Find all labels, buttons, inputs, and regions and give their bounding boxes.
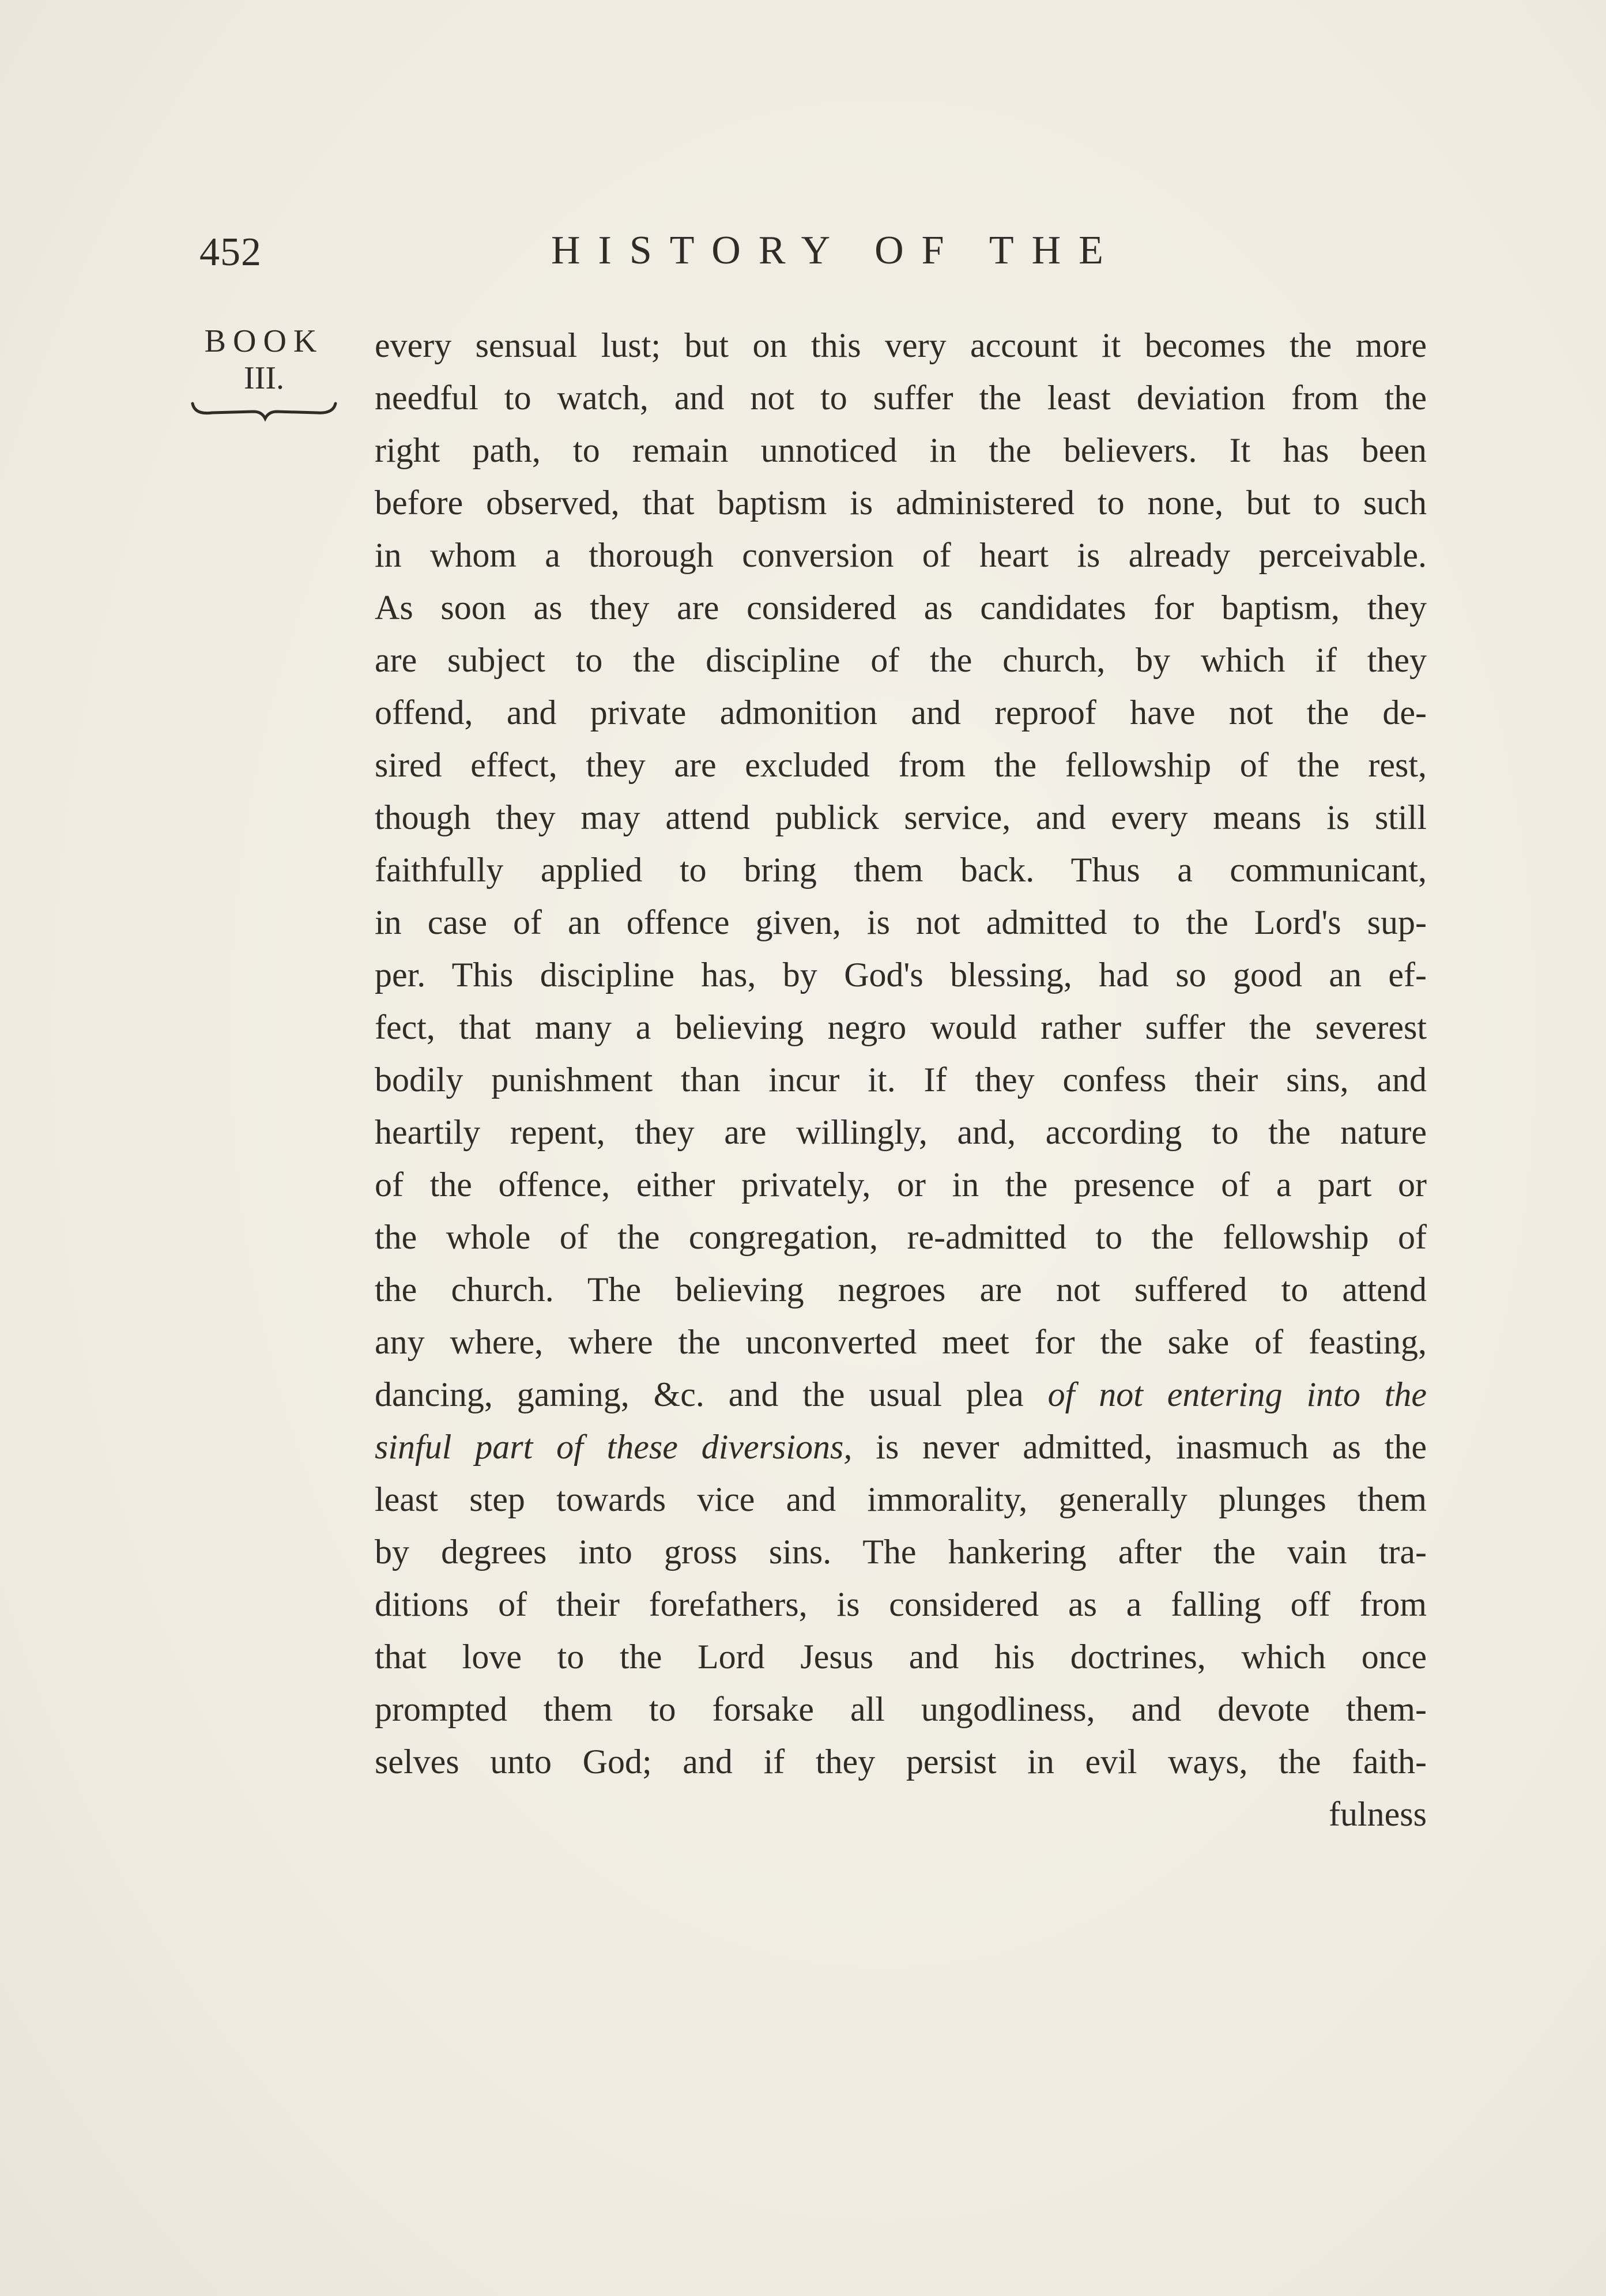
text-line: are subject to the discipline of the church, by which if they (375, 641, 1427, 679)
brace-ornament-icon (189, 400, 339, 423)
text-line (375, 1421, 1427, 1473)
text-line: heartily repent, they are willingly, and, according to the nature (375, 1113, 1427, 1151)
text-line: offend, and private admonition and reproof have not the de- (375, 693, 1427, 732)
catchword: fulness (1329, 1795, 1427, 1833)
text-line: needful to watch, and not to suffer the least deviation from the (375, 379, 1427, 417)
text-line: least step towards vice and immorality, generally plunges them (375, 1480, 1427, 1518)
margin-book-label: BOOK (204, 323, 324, 359)
text-line: prompted them to forsake all ungodliness, and devote them- (375, 1690, 1427, 1728)
text-line: fect, that many a believing negro would rather suffer the severest (375, 1008, 1427, 1046)
text-line (375, 1368, 1427, 1421)
text-segment: is never admitted, inasmuch as the (852, 1428, 1427, 1466)
text-line: in case of an offence given, is not admitted to the Lord's sup- (375, 903, 1427, 941)
text-line: As soon as they are considered as candidates for baptism, they (375, 589, 1427, 627)
text-line: before observed, that baptism is administered to none, but to such (375, 484, 1427, 522)
text-line: per. This discipline has, by God's blessing, had so good an ef- (375, 956, 1427, 994)
text-line: the church. The believing negroes are not suffered to attend (375, 1270, 1427, 1309)
text-line: sired effect, they are excluded from the fellowship of the rest, (375, 746, 1427, 784)
margin-note (184, 323, 344, 423)
text-line: though they may attend publick service, and every means is still (375, 798, 1427, 836)
running-head: HISTORY OF THE (551, 228, 1121, 273)
text-line: that love to the Lord Jesus and his doctrines, which once (375, 1638, 1427, 1676)
margin-volume-label: III. (244, 360, 284, 396)
text-line: the whole of the congregation, re-admitted to the fellowship of (375, 1218, 1427, 1256)
text-line: selves unto God; and if they persist in evil ways, the faith- (375, 1743, 1427, 1781)
body-text (375, 319, 1427, 1841)
text-line: any where, where the unconverted meet for the sake of feasting, (375, 1323, 1427, 1361)
text-line: right path, to remain unnoticed in the believers. It has been (375, 431, 1427, 469)
text-line: of the offence, either privately, or in the presence of a part or (375, 1166, 1427, 1204)
text-line: by degrees into gross sins. The hankering after the vain tra- (375, 1533, 1427, 1571)
page-number: 452 (199, 230, 262, 274)
text-line: in whom a thorough conversion of heart is already perceivable. (375, 536, 1427, 574)
text-line: faithfully applied to bring them back. Thus a communicant, (375, 851, 1427, 889)
text-line: bodily punishment than incur it. If they confess their sins, and (375, 1061, 1427, 1099)
text-line: ditions of their forefathers, is considered as a falling off from (375, 1585, 1427, 1623)
italic-text-segment: sinful part of these diversions, (375, 1428, 853, 1466)
text-line: every sensual lust; but on this very account it becomes the more (375, 326, 1427, 364)
text-segment: dancing, gaming, &c. and the usual plea (375, 1375, 1048, 1413)
italic-text-segment: of not entering into the (1047, 1375, 1427, 1413)
